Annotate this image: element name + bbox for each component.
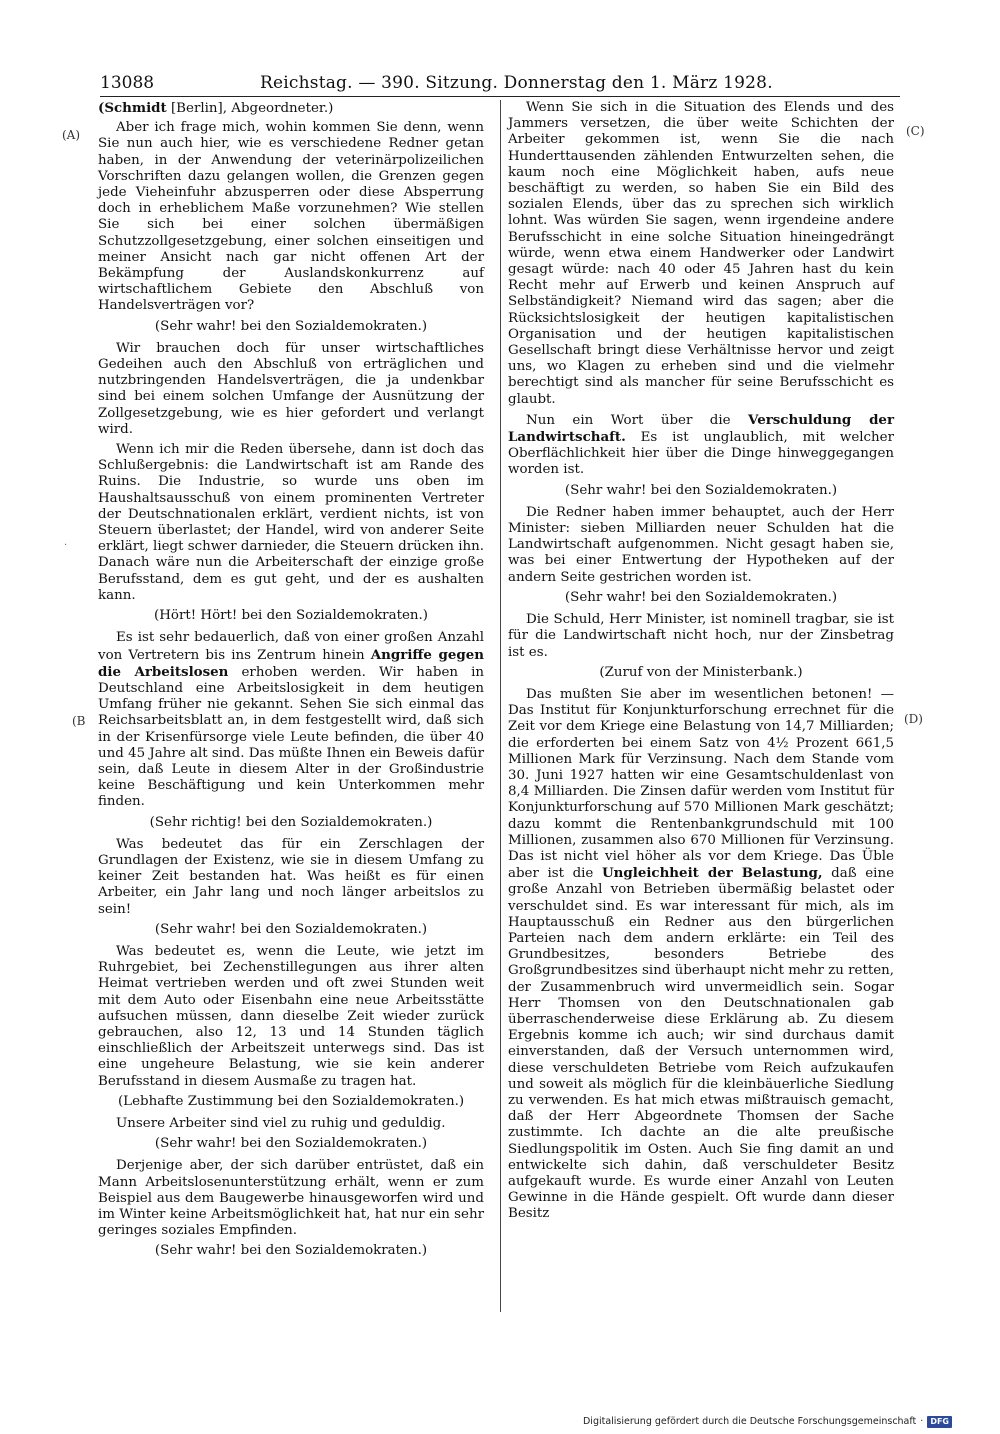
paragraph [508,687,894,1223]
paragraph: Die Redner haben immer behauptet, auch der Herr Minister: sieben Milliarden neuer Schulden hat die Landwirtschaft aufgenommen. Nicht gesagt haben sie, was bei einer Entwertung der Hypotheken auf der andern Seite gestrichen worden ist. [508,504,894,585]
left-column [98,100,484,1266]
margin-dot: · [64,540,68,551]
paragraph: Wir brauchen doch für unser wirtschaftliches Gedeihen auch den Abschluß von erträglichen und nutzbringenden Handelsverträgen, die ja undenkbar sind bei einem solchen Umfange der Ausnützung der Zollgesetzgebung, wie es hier gefordert und verlangt wird. [98,340,484,437]
text-run: Das mußten Sie aber im wesentlichen betonen! — Das Institut für Konjunkturforschung errechnet für die Zeit vor dem Kriege eine Belastung von 14,7 Milliarden; die erforderten bei einem Satz von 4½ Prozent 661,5 Millionen Mark für Verzinsung. Nach dem Stande vom 30. Juni 1927 hatten wir eine Gesamtschuldenlast von 8,4 Milliarden. Die Zinsen dafür werden vom Institut für Konjunkturforschung auf 570 Millionen Mark geschätzt; dazu kommt die Rentenbankgrundschuld mit 100 Millionen, zusammen also 670 Millionen für Verzinsung. Das ist nicht viel höher als vor dem Kriege. Das Üble aber ist die [508,686,894,882]
paragraph [98,630,484,810]
text-run: Nun ein Wort über die [526,412,749,428]
interjection: (Sehr wahr! bei den Sozialdemokraten.) [154,1136,428,1152]
paragraph: Unsere Arbeiter sind viel zu ruhig und geduldig. [116,1115,446,1131]
column-divider [500,100,501,1312]
footer-credit [583,1416,952,1428]
margin-mark-c: (C) [906,124,925,138]
paragraph: Die Schuld, Herr Minister, ist nominell tragbar, sie ist für die Landwirtschaft nicht hoch, nur der Zinsbetrag ist es. [508,612,894,660]
paragraph: Wenn Sie sich in die Situation des Elends und des Jammers versetzen, die über weite Schichten der Arbeiter gekommen ist, wenn Sie die nach Hunderttausenden zählenden Entwurzelten sehen, die kaum noch eine Möglichkeit haben, aufs neue beschäftigt zu werden, so haben Sie ein Bild des sozialen Elends, über das zu sprechen sich wirklich lohnt. Was würden Sie sagen, wenn irgendeine andere Berufsschicht in eine solche Situation hineingedrängt würde, wenn etwa einem Handwerker oder Landwirt gesagt würde: nach 40 oder 45 Jahren hast du kein Recht mehr auf Erwerb und keinen Anspruch auf Selbständigkeit? Niemand wird das sagen; aber die Rücksichtslosigkeit der heutigen kapitalistischen Organisation und der heutigen kapitalistischen Gesellschaft bringt diese Verhältnisse hervor und zeigt uns, wo Klagen zu erheben sind und die vielmehr berechtigt sind als mancher für seine Berufsschicht es glaubt. [508,100,894,407]
interjection: (Sehr richtig! bei den Sozialdemokraten.) [149,814,433,830]
paragraph: Aber ich frage mich, wohin kommen Sie denn, wenn Sie nun auch hier, wie es verschiedene Redner getan haben, in der Anwendung der veterinärpolizeilichen Vorschriften dazu gelangen wollen, die Grenzen gegen jede Vieheinfuhr abzusperren oder diese Absperrung doch in erheblichem Maße vorzunehmen? Wie stellen Sie sich bei einer solchen übermäßigen Schutzzollgesetzgebung, einer solchen einseitigen und meiner Ansicht nach gar nicht offenen Art der Bekämpfung der Auslandskonkurrenz auf wirtschaftlichem Gebiete den Abschluß von Handelsverträgen vor? [98,120,484,314]
paragraph: Derjenige aber, der sich darüber entrüstet, daß ein Mann Arbeitslosenunterstützung erhält, wenn er zum Beispiel aus dem Baugewerbe hinausgeworfen wird und im Winter keine Arbeitsmöglichkeit hat, hat nur ein sehr geringes soziales Empfinden. [98,1158,484,1239]
page-number: 13088 [100,73,155,93]
interjection: (Sehr wahr! bei den Sozialdemokraten.) [154,1243,428,1259]
text-run: erhoben werden. Wir haben in Deutschland eine Arbeitslosigkeit in dem heutigen Umfang früher nie gekannt. Sehen Sie sich einmal das Reichsarbeitsblatt an, in dem festgestellt wird, daß sich in der Krisenfürsorge viele Leute befinden, die über 40 und 45 Jahre alt sind. Das müßte Ihnen ein Beweis dafür sein, daß Leute in diesem Alter in der Großindustrie keine Beschäftigung und kein Unterkommen mehr finden. [98,664,484,810]
margin-mark-b: (B [72,714,86,728]
header-rule [100,96,900,97]
speaker-line [98,100,484,117]
interjection: (Sehr wahr! bei den Sozialdemokraten.) [154,318,428,334]
text-run: Es ist unglaublich, mit welcher Oberflächlichkeit hier über die Dinge hinweggegangen worden ist. [508,430,894,478]
dfg-logo-icon: DFG [927,1416,952,1428]
interjection: (Sehr wahr! bei den Sozialdemokraten.) [564,589,838,605]
text-run: daß eine große Anzahl von Betrieben übermäßig belastet oder verschuldet sind. Es war interessant für mich, als im Hauptausschuß ein Redner aus den bürgerlichen Parteien nach dem andern erklärte: ein Teil des Grundbesitzes, besonders Betriebe des Großgrundbesitzes sind überhaupt nicht mehr zu retten, der Zusammenbruch wird unvermeidlich sein. Sogar Herr Thomsen von den Deutschnationalen gab überraschenderweise diese Erklärung ab. Zu diesem Ergebnis komme ich auch; wir sind durchaus damit einverstanden, daß der Versuch unternommen wird, diese verschuldeten Betriebe vom Reich aufzukaufen und soweit als möglich für die kleinbäuerliche Siedlung zu verwenden. Es hat mich etwas mißtrauisch gemacht, daß der Herr Abgeordnete Thomsen der Sache zustimmte. Ich dachte an die alte preußische Siedlungspolitik im Osten. Auch Sie fing damit an und entwickelte sich dahin, daß verschuldeter Besitz aufgekauft wurde. Es wurde einer Anzahl von Leuten Gewinne in die Hände gespielt. Oft wurde dann dieser Besitz [508,866,895,1222]
emphasis-text: Verschuldung der Landwirtschaft. [508,411,895,446]
interjection: (Lebhafte Zustimmung bei den Sozialdemokraten.) [117,1093,465,1109]
paragraph [508,412,894,479]
text-run: Es ist sehr bedauerlich, daß von einer großen Anzahl von Vertretern bis ins Zentrum hinein [98,630,484,663]
paragraph: Was bedeutet es, wenn die Leute, wie jetzt im Ruhrgebiet, bei Zechenstillegungen aus ihrer alten Heimat vertrieben werden und oft zwei Stunden weit mit dem Auto oder Eisenbahn eine neue Arbeitsstätte aufsuchen müssen, dann dieselbe Zeit wieder zurück gebrauchen, also 12, 13 und 14 Stunden täglich einschließlich der Arbeitszeit unterwegs sind. Das ist eine ungeheure Belastung, wie sie kein anderer Berufsstand in diesem Ausmaße zu tragen hat. [98,943,484,1089]
margin-mark-d: (D) [904,712,923,726]
interjection: (Hört! Hört! bei den Sozialdemokraten.) [154,608,428,624]
paragraph: Was bedeutet das für ein Zerschlagen der Grundlagen der Existenz, wie sie in diesem Umfang zu keiner Zeit bestanden hat. Was heißt es für einen Arbeiter, ein Jahr lang und noch länger arbeitslos zu sein! [98,836,484,917]
credit-text: Digitalisierung gefördert durch die Deutsche Forschungsgemeinschaft [582,1416,917,1427]
speaker-detail: [Berlin], Abgeordneter.) [166,101,334,116]
interjection: (Sehr wahr! bei den Sozialdemokraten.) [564,482,838,498]
margin-mark-a: (A) [62,128,81,142]
running-head: Reichstag. — 390. Sitzung. Donnerstag den 1. März 1928. [260,73,773,93]
separator-dot: · [920,1416,924,1427]
interjection: (Sehr wahr! bei den Sozialdemokraten.) [154,921,428,937]
right-column [508,100,894,1227]
speaker-name: (Schmidt [98,100,167,116]
interjection: (Zuruf von der Ministerbank.) [599,664,803,680]
emphasis-text: Ungleichheit der Belastung, [601,865,823,882]
paragraph: Wenn ich mir die Reden übersehe, dann ist doch das Schlußergebnis: die Landwirtschaft ist am Rande des Ruins. Die Industrie, so wurde uns oben im Haushaltsausschuß von einem prominenten Vertreter der Deutschnationalen erklärt, verdient nichts, ist von Steuern überlastet; der Handel, wird von anderer Seite erklärt, liegt schwer darnieder, die Steuern drücken ihn. Danach wäre nun die Arbeiterschaft der einzige große Berufsstand, dem es gut geht, und der es aushalten kann. [98,442,484,603]
page-header [100,70,900,96]
emphasis-text: Angriffe gegen die Arbeitslosen [98,646,484,680]
